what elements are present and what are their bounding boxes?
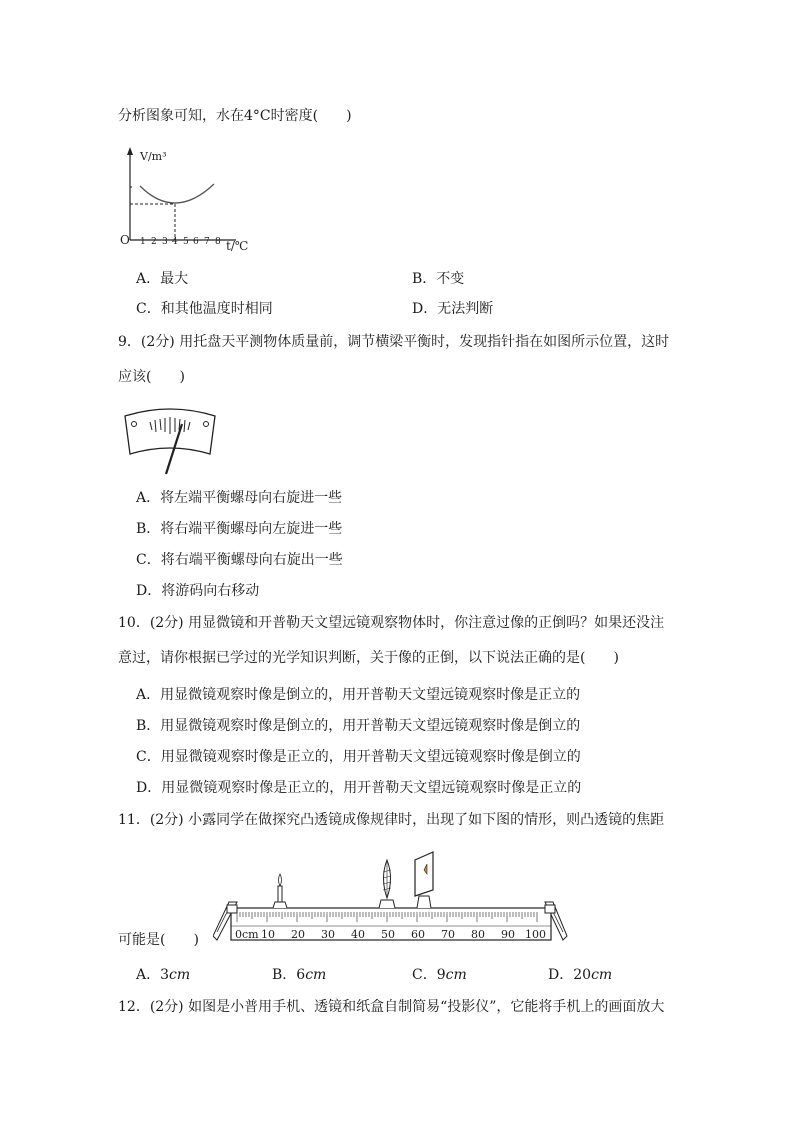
q8-option-b: B．不变 (412, 271, 465, 287)
q8-x-tick: 2 (151, 237, 157, 247)
q9-stem-line-1: 9．(2分) 用托盘天平测物体质量前，调节横梁平衡时，发现指针指在如图所示位置，这时 (118, 334, 670, 350)
q9-stem-line-2: 应该( ) (118, 369, 185, 385)
bench-label: 50 (381, 928, 395, 941)
bench-label: 30 (321, 928, 335, 941)
bench-label: 40 (351, 928, 365, 941)
q8-stem: 分析图象可知，水在4°C时密度( ) (118, 108, 352, 124)
bench-label: 80 (471, 928, 485, 941)
bench-label: 90 (501, 928, 515, 941)
q8-x-axis-label: t/℃ (226, 239, 249, 253)
q11-option-b: B．6cm (272, 967, 327, 983)
q9-option-c: C．将右端平衡螺母向右旋出一些 (136, 552, 343, 568)
q10-option-d: D．用显微镜观察时像是正立的，用开普勒天文望远镜观察时像是正立的 (136, 780, 582, 796)
q11-option-d: D．20cm (548, 967, 613, 983)
bench-label: 60 (411, 928, 425, 941)
q11-stem-line-1: 11．(2分) 小露同学在做探究凸透镜成像规律时，出现了如下图的情形，则凸透镜的焦距 (118, 812, 665, 828)
q11-option-a: A．3cm (136, 967, 191, 983)
q8-x-tick: 7 (204, 237, 210, 247)
q8-x-tick: 5 (183, 237, 189, 247)
q10-option-b: B．用显微镜观察时像是倒立的，用开普勒天文望远镜观察时像是倒立的 (136, 718, 581, 734)
q8-option-d: D．无法判断 (412, 301, 494, 317)
q11-option-c: C．9cm (412, 967, 467, 983)
q9-option-b: B．将右端平衡螺母向左旋进一些 (136, 521, 343, 537)
q9-balance-pointer-scale (122, 404, 222, 484)
bench-label: 70 (441, 928, 455, 941)
q10-option-c: C．用显微镜观察时像是正立的，用开普勒天文望远镜观察时像是倒立的 (136, 749, 581, 765)
convex-lens-icon (379, 860, 395, 908)
q10-stem-line-2: 意过，请你根据已学过的光学知识判断，关于像的正倒，以下说法正确的是( ) (118, 650, 619, 666)
q8-option-a: A．最大 (136, 271, 189, 287)
q8-volume-temperature-graph (118, 146, 258, 256)
bench-label: 10 (261, 928, 275, 941)
bench-label: 20 (291, 928, 305, 941)
q8-x-tick: 3 (162, 237, 168, 247)
q8-option-c: C．和其他温度时相同 (136, 301, 273, 317)
q11-stem-line-2: 可能是( ) (118, 932, 199, 948)
q11-optical-bench (213, 850, 569, 948)
q12-stem-line-1: 12．(2分) 如图是小普用手机、透镜和纸盒自制简易“投影仪”，它能将手机上的画面放大 (118, 999, 665, 1015)
q8-x-tick: 4 (172, 237, 178, 247)
q9-option-d: D．将游码向右移动 (136, 583, 260, 599)
q10-option-a: A．用显微镜观察时像是倒立的，用开普勒天文望远镜观察时像是正立的 (136, 687, 581, 703)
q8-x-tick: 6 (193, 237, 199, 247)
q8-origin-label: O (120, 233, 130, 247)
bench-label: 0cm (235, 928, 259, 941)
q9-option-a: A．将左端平衡螺母向右旋进一些 (136, 490, 343, 506)
q8-y-axis-label: V/m³ (140, 150, 167, 163)
q10-stem-line-1: 10．(2分) 用显微镜和开普勒天文望远镜观察物体时，你注意过像的正倒吗？如果还没注 (118, 615, 665, 631)
bench-label: 100 (525, 928, 546, 941)
candle-icon (273, 874, 287, 908)
q8-x-tick: 1 (140, 237, 146, 247)
q8-x-tick: 8 (215, 237, 221, 247)
light-screen-icon (415, 852, 433, 908)
